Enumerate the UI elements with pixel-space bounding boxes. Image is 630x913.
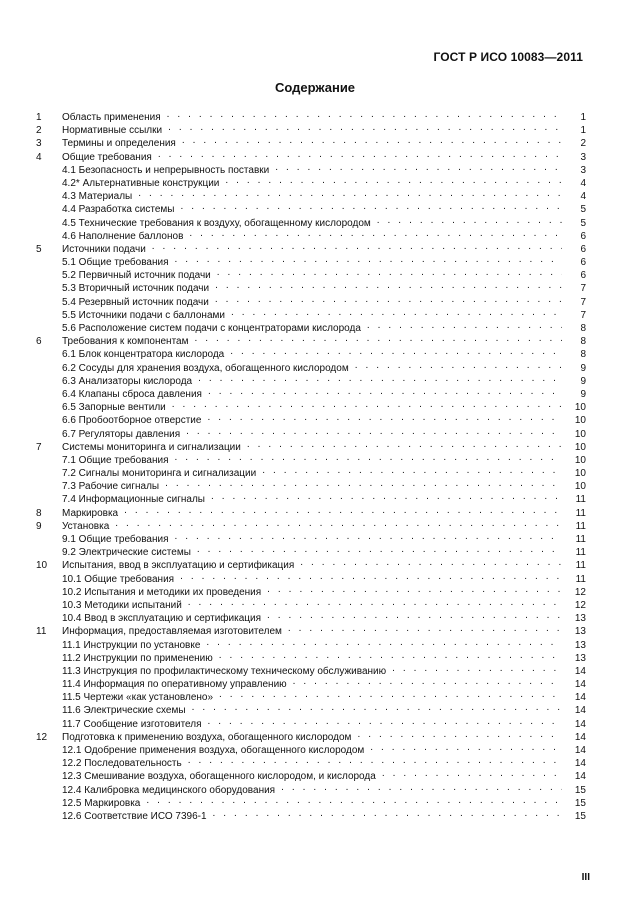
toc-leader-dots bbox=[225, 176, 562, 186]
toc-entry-label: Установка bbox=[62, 520, 110, 532]
toc-entry-page: 7 bbox=[580, 283, 586, 295]
toc-entry[interactable] bbox=[36, 136, 586, 149]
toc-entry-number: 8 bbox=[36, 507, 42, 519]
toc-leader-dots bbox=[219, 651, 562, 661]
toc-entry[interactable] bbox=[36, 756, 586, 769]
toc-entry-page: 10 bbox=[574, 415, 586, 427]
toc-leader-dots bbox=[370, 743, 562, 753]
toc-entry-label: 4.3 Материалы bbox=[62, 191, 133, 203]
toc-entry-page: 14 bbox=[574, 731, 586, 743]
toc-leader-dots bbox=[288, 624, 562, 634]
toc-entry-page: 3 bbox=[580, 164, 586, 176]
toc-entry-page: 12 bbox=[574, 586, 586, 598]
toc-leader-dots bbox=[377, 216, 562, 226]
toc-leader-dots bbox=[182, 136, 562, 146]
toc-entry-label: Подготовка к применению воздуха, обогащенного кислородом bbox=[62, 731, 352, 743]
toc-entry-label: 4.6 Наполнение баллонов bbox=[62, 230, 184, 242]
toc-entry-page: 14 bbox=[574, 705, 586, 717]
toc-leader-dots bbox=[208, 717, 562, 727]
toc-leader-dots bbox=[355, 361, 562, 371]
toc-entry-label: 12.1 Одобрение применения воздуха, обогащенного кислородом bbox=[62, 745, 365, 756]
toc-entry-page: 8 bbox=[580, 336, 586, 348]
toc-entry-label: 10.4 Ввод в эксплуатацию и сертификация bbox=[62, 613, 261, 625]
toc-entry[interactable] bbox=[36, 281, 586, 294]
toc-entry[interactable] bbox=[36, 703, 586, 716]
toc-entry-page: 10 bbox=[574, 428, 586, 440]
toc-leader-dots bbox=[231, 308, 562, 318]
toc-entry-label: 4.5 Технические требования к воздуху, обогащенному кислородом bbox=[62, 217, 371, 229]
toc-leader-dots bbox=[206, 638, 562, 648]
toc-entry-page: 11 bbox=[575, 520, 586, 532]
toc-entry-number: 11 bbox=[36, 626, 47, 638]
toc-entry[interactable] bbox=[36, 453, 586, 466]
toc-entry-page: 15 bbox=[574, 784, 586, 796]
toc-entry-page: 8 bbox=[580, 323, 586, 334]
toc-entry[interactable] bbox=[36, 624, 586, 637]
toc-entry[interactable] bbox=[36, 585, 586, 598]
toc-leader-dots bbox=[213, 809, 562, 819]
toc-entry-page: 14 bbox=[574, 718, 586, 730]
toc-entry-label: 11.4 Информация по оперативному управлению bbox=[62, 679, 287, 691]
toc-entry[interactable] bbox=[36, 255, 586, 268]
toc-entry-page: 15 bbox=[574, 797, 586, 809]
toc-leader-dots bbox=[198, 374, 562, 384]
toc-entry[interactable] bbox=[36, 413, 586, 426]
toc-entry[interactable] bbox=[36, 743, 586, 756]
toc-entry-page: 14 bbox=[574, 758, 586, 770]
toc-entry-label: 10.1 Общие требования bbox=[62, 573, 175, 585]
toc-leader-dots bbox=[188, 598, 562, 608]
toc-leader-dots bbox=[382, 769, 562, 779]
toc-entry-page: 1 bbox=[580, 125, 586, 137]
toc-entry-number: 12 bbox=[36, 731, 48, 743]
toc-leader-dots bbox=[172, 400, 562, 410]
toc-entry-label: 6.3 Анализаторы кислорода bbox=[62, 375, 193, 387]
toc-entry-label: 12.4 Калибровка медицинского оборудования bbox=[62, 784, 276, 796]
toc-leader-dots bbox=[267, 585, 562, 595]
toc-entry[interactable] bbox=[36, 123, 586, 136]
toc-entry[interactable] bbox=[36, 295, 586, 308]
toc-leader-dots bbox=[197, 545, 562, 555]
toc-leader-dots bbox=[115, 519, 562, 529]
toc-entry-label: 10.2 Испытания и методики их проведения bbox=[62, 586, 262, 598]
toc-leader-dots bbox=[175, 453, 562, 463]
toc-entry[interactable] bbox=[36, 572, 586, 585]
toc-entry-page: 10 bbox=[574, 441, 586, 453]
toc-entry-page: 13 bbox=[574, 639, 586, 651]
toc-entry[interactable] bbox=[36, 730, 586, 743]
toc-entry[interactable] bbox=[36, 334, 586, 347]
toc-entry-label: 5.3 Вторичный источник подачи bbox=[62, 283, 210, 295]
toc-entry-label: Область применения bbox=[62, 112, 161, 123]
toc-leader-dots bbox=[167, 110, 562, 120]
toc-entry-label: Общие требования bbox=[62, 151, 152, 163]
toc-entry[interactable] bbox=[36, 347, 586, 360]
toc-entry[interactable] bbox=[36, 308, 586, 321]
toc-leader-dots bbox=[392, 664, 562, 674]
toc-entry-label: Источники подачи bbox=[62, 243, 146, 255]
toc-entry-label: 6.6 Пробоотборное отверстие bbox=[62, 415, 202, 427]
toc-entry-number: 6 bbox=[36, 336, 42, 348]
toc-entry[interactable] bbox=[36, 796, 586, 809]
toc-entry-label: Испытания, ввод в эксплуатацию и сертификация bbox=[62, 560, 295, 572]
toc-entry[interactable] bbox=[36, 598, 586, 611]
toc-entry[interactable] bbox=[36, 638, 586, 651]
toc-entry-number: 7 bbox=[36, 441, 42, 453]
toc-leader-dots bbox=[247, 440, 562, 450]
toc-entry[interactable] bbox=[36, 651, 586, 664]
toc-entry-page: 4 bbox=[580, 177, 586, 189]
toc-leader-dots bbox=[138, 189, 562, 199]
toc-leader-dots bbox=[207, 413, 562, 423]
toc-entry[interactable] bbox=[36, 690, 586, 703]
toc-entry-label: 11.5 Чертежи «как установлено» bbox=[62, 692, 214, 704]
toc-entry-page: 14 bbox=[574, 665, 586, 677]
toc-entry-label: Термины и определения bbox=[62, 138, 176, 150]
toc-entry[interactable] bbox=[36, 361, 586, 374]
toc-entry-label: 11.6 Электрические схемы bbox=[62, 705, 186, 717]
toc-entry[interactable] bbox=[36, 242, 586, 255]
toc-entry-page: 14 bbox=[574, 771, 586, 783]
toc-entry-number: 1 bbox=[36, 112, 42, 123]
toc-entry[interactable] bbox=[36, 400, 586, 413]
toc-entry-number: 10 bbox=[36, 560, 48, 572]
toc-entry-number: 4 bbox=[36, 151, 42, 163]
toc-entry-page: 10 bbox=[574, 481, 586, 493]
toc-entry-page: 9 bbox=[580, 362, 586, 374]
toc-entry-page: 13 bbox=[574, 652, 586, 664]
toc-entry-page: 2 bbox=[580, 138, 586, 150]
toc-entry[interactable] bbox=[36, 479, 586, 492]
toc-entry-page: 10 bbox=[574, 402, 586, 414]
toc-entry[interactable] bbox=[36, 506, 586, 519]
toc-entry-label: 6.2 Сосуды для хранения воздуха, обогащенного кислородом bbox=[62, 362, 349, 374]
toc-entry-label: 11.2 Инструкции по применению bbox=[62, 652, 213, 664]
toc-entry-label: 5.1 Общие требования bbox=[62, 257, 169, 269]
toc-entry-page: 11 bbox=[575, 534, 586, 545]
toc-entry-label: 5.5 Источники подачи с баллонами bbox=[62, 309, 225, 321]
toc-entry-number: 5 bbox=[36, 243, 42, 255]
toc-entry-label: Нормативные ссылки bbox=[62, 125, 163, 137]
toc-leader-dots bbox=[175, 255, 562, 265]
toc-entry-label: 12.3 Смешивание воздуха, обогащенного кислородом, и кислорода bbox=[62, 771, 376, 783]
toc-leader-dots bbox=[267, 611, 562, 621]
toc-leader-dots bbox=[230, 347, 562, 357]
toc-entry[interactable] bbox=[36, 216, 586, 229]
toc-entry-page: 14 bbox=[574, 745, 586, 756]
toc-entry-label: 7.2 Сигналы мониторинга и сигнализации bbox=[62, 468, 257, 480]
toc-entry-page: 11 bbox=[575, 507, 586, 519]
toc-entry-label: 10.3 Методики испытаний bbox=[62, 599, 182, 611]
toc-entry-page: 1 bbox=[580, 112, 586, 123]
toc-entry[interactable] bbox=[36, 229, 586, 242]
toc-entry-page: 9 bbox=[580, 388, 586, 400]
toc-entry[interactable] bbox=[36, 492, 586, 505]
toc-entry-page: 12 bbox=[574, 599, 586, 611]
toc-entry-page: 6 bbox=[580, 270, 586, 282]
toc-entry-label: Маркировка bbox=[62, 507, 119, 519]
toc-leader-dots bbox=[208, 387, 562, 397]
toc-entry[interactable] bbox=[36, 717, 586, 730]
toc-entry-label: 11.3 Инструкция по профилактическому техническому обслуживанию bbox=[62, 665, 387, 677]
toc-entry[interactable] bbox=[36, 783, 586, 796]
toc-leader-dots bbox=[146, 796, 562, 806]
toc-entry-label: 6.7 Регуляторы давления bbox=[62, 428, 181, 440]
toc-entry-label: 4.4 Разработка системы bbox=[62, 204, 175, 216]
toc-entry-label: 11.7 Сообщение изготовителя bbox=[62, 718, 202, 730]
toc-entry[interactable] bbox=[36, 769, 586, 782]
toc-entry-page: 13 bbox=[574, 626, 586, 638]
toc-entry[interactable] bbox=[36, 374, 586, 387]
toc-entry[interactable] bbox=[36, 440, 586, 453]
toc-entry-page: 11 bbox=[575, 494, 586, 506]
toc-leader-dots bbox=[215, 295, 562, 305]
toc-entry-number: 2 bbox=[36, 125, 42, 137]
toc-entry[interactable] bbox=[36, 677, 586, 690]
toc-entry-label: Системы мониторинга и сигнализации bbox=[62, 441, 241, 453]
toc-leader-dots bbox=[293, 677, 562, 687]
toc-leader-dots bbox=[217, 268, 562, 278]
toc-leader-dots bbox=[192, 703, 562, 713]
toc-leader-dots bbox=[189, 229, 562, 239]
toc-entry-label: 7.3 Рабочие сигналы bbox=[62, 481, 160, 493]
toc-leader-dots bbox=[186, 427, 562, 437]
toc-entry-label: Информация, предоставляемая изготовителем bbox=[62, 626, 282, 638]
toc-entry-page: 4 bbox=[580, 191, 586, 203]
toc-entry[interactable] bbox=[36, 110, 586, 123]
toc-entry-label: 9.2 Электрические системы bbox=[62, 547, 191, 559]
toc-leader-dots bbox=[300, 558, 562, 568]
toc-leader-dots bbox=[219, 690, 562, 700]
toc-entry-page: 3 bbox=[580, 151, 586, 163]
toc-entry-page: 10 bbox=[574, 454, 586, 466]
toc-leader-dots bbox=[180, 572, 562, 582]
toc-leader-dots bbox=[262, 466, 562, 476]
toc-entry[interactable] bbox=[36, 558, 586, 571]
toc-entry-label: 5.6 Расположение систем подачи с концентраторами кислорода bbox=[62, 323, 361, 334]
toc-entry[interactable] bbox=[36, 387, 586, 400]
toc-entry-label: 9.1 Общие требования bbox=[62, 534, 169, 545]
toc-entry[interactable] bbox=[36, 466, 586, 479]
toc-entry-label: Требования к компонентам bbox=[62, 336, 189, 348]
toc-entry[interactable] bbox=[36, 163, 586, 176]
toc-entry-page: 11 bbox=[575, 547, 586, 559]
toc-entry-page: 11 bbox=[575, 560, 586, 572]
toc-leader-dots bbox=[211, 492, 562, 502]
toc-entry-label: 11.1 Инструкции по установке bbox=[62, 639, 201, 651]
toc-leader-dots bbox=[188, 756, 562, 766]
table-of-contents bbox=[36, 110, 586, 822]
toc-entry-page: 5 bbox=[580, 204, 586, 216]
toc-entry-page: 14 bbox=[574, 692, 586, 704]
document-code: ГОСТ Р ИСО 10083—2011 bbox=[433, 50, 583, 64]
toc-entry-page: 15 bbox=[574, 810, 586, 822]
toc-entry-label: 6.1 Блок концентратора кислорода bbox=[62, 349, 225, 361]
toc-entry-label: 12.5 Маркировка bbox=[62, 797, 141, 809]
toc-entry-page: 14 bbox=[574, 679, 586, 691]
toc-entry-label: 4.1 Безопасность и непрерывность поставки bbox=[62, 164, 270, 176]
toc-leader-dots bbox=[124, 506, 562, 516]
toc-entry-page: 6 bbox=[580, 257, 586, 269]
toc-entry-page: 13 bbox=[574, 613, 586, 625]
toc-entry-label: 7.1 Общие требования bbox=[62, 454, 169, 466]
toc-entry-label: 4.2* Альтернативные конструкции bbox=[62, 177, 220, 189]
toc-entry[interactable] bbox=[36, 268, 586, 281]
toc-entry-label: 5.2 Первичный источник подачи bbox=[62, 270, 211, 282]
toc-entry-number: 9 bbox=[36, 520, 42, 532]
toc-leader-dots bbox=[357, 730, 562, 740]
toc-entry-page: 7 bbox=[580, 309, 586, 321]
toc-entry-label: 6.5 Запорные вентили bbox=[62, 402, 166, 414]
toc-entry[interactable] bbox=[36, 176, 586, 189]
toc-entry-label: 6.4 Клапаны сброса давления bbox=[62, 388, 202, 400]
toc-entry-page: 11 bbox=[575, 573, 586, 585]
toc-entry-label: 12.2 Последовательность bbox=[62, 758, 182, 770]
toc-entry[interactable] bbox=[36, 519, 586, 532]
toc-entry[interactable] bbox=[36, 809, 586, 822]
toc-leader-dots bbox=[367, 321, 562, 331]
toc-leader-dots bbox=[152, 242, 562, 252]
page-number: III bbox=[581, 872, 590, 883]
toc-entry-number: 3 bbox=[36, 138, 42, 150]
toc-entry-label: 7.4 Информационные сигналы bbox=[62, 494, 205, 506]
toc-entry-page: 7 bbox=[580, 296, 586, 308]
toc-entry-page: 6 bbox=[580, 230, 586, 242]
toc-entry[interactable] bbox=[36, 150, 586, 163]
page-title: Содержание bbox=[274, 80, 356, 95]
toc-entry-label: 5.4 Резервный источник подачи bbox=[62, 296, 209, 308]
toc-entry[interactable] bbox=[36, 427, 586, 440]
toc-entry[interactable] bbox=[36, 321, 586, 334]
toc-entry[interactable] bbox=[36, 532, 586, 545]
toc-entry[interactable] bbox=[36, 189, 586, 202]
toc-entry-page: 10 bbox=[574, 468, 586, 480]
toc-entry[interactable] bbox=[36, 611, 586, 624]
toc-leader-dots bbox=[275, 163, 562, 173]
toc-entry-page: 8 bbox=[580, 349, 586, 361]
toc-leader-dots bbox=[281, 783, 562, 793]
toc-leader-dots bbox=[165, 479, 562, 489]
toc-entry-label: 12.6 Соответствие ИСО 7396-1 bbox=[62, 810, 207, 822]
toc-leader-dots bbox=[180, 202, 562, 212]
toc-leader-dots bbox=[194, 334, 562, 344]
toc-entry[interactable] bbox=[36, 664, 586, 677]
toc-entry[interactable] bbox=[36, 202, 586, 215]
toc-leader-dots bbox=[215, 281, 562, 291]
toc-entry-page: 6 bbox=[580, 243, 586, 255]
toc-leader-dots bbox=[168, 123, 562, 133]
toc-entry-page: 9 bbox=[580, 375, 586, 387]
toc-leader-dots bbox=[158, 150, 562, 160]
toc-entry-page: 5 bbox=[580, 217, 586, 229]
toc-entry[interactable] bbox=[36, 545, 586, 558]
toc-leader-dots bbox=[175, 532, 562, 542]
